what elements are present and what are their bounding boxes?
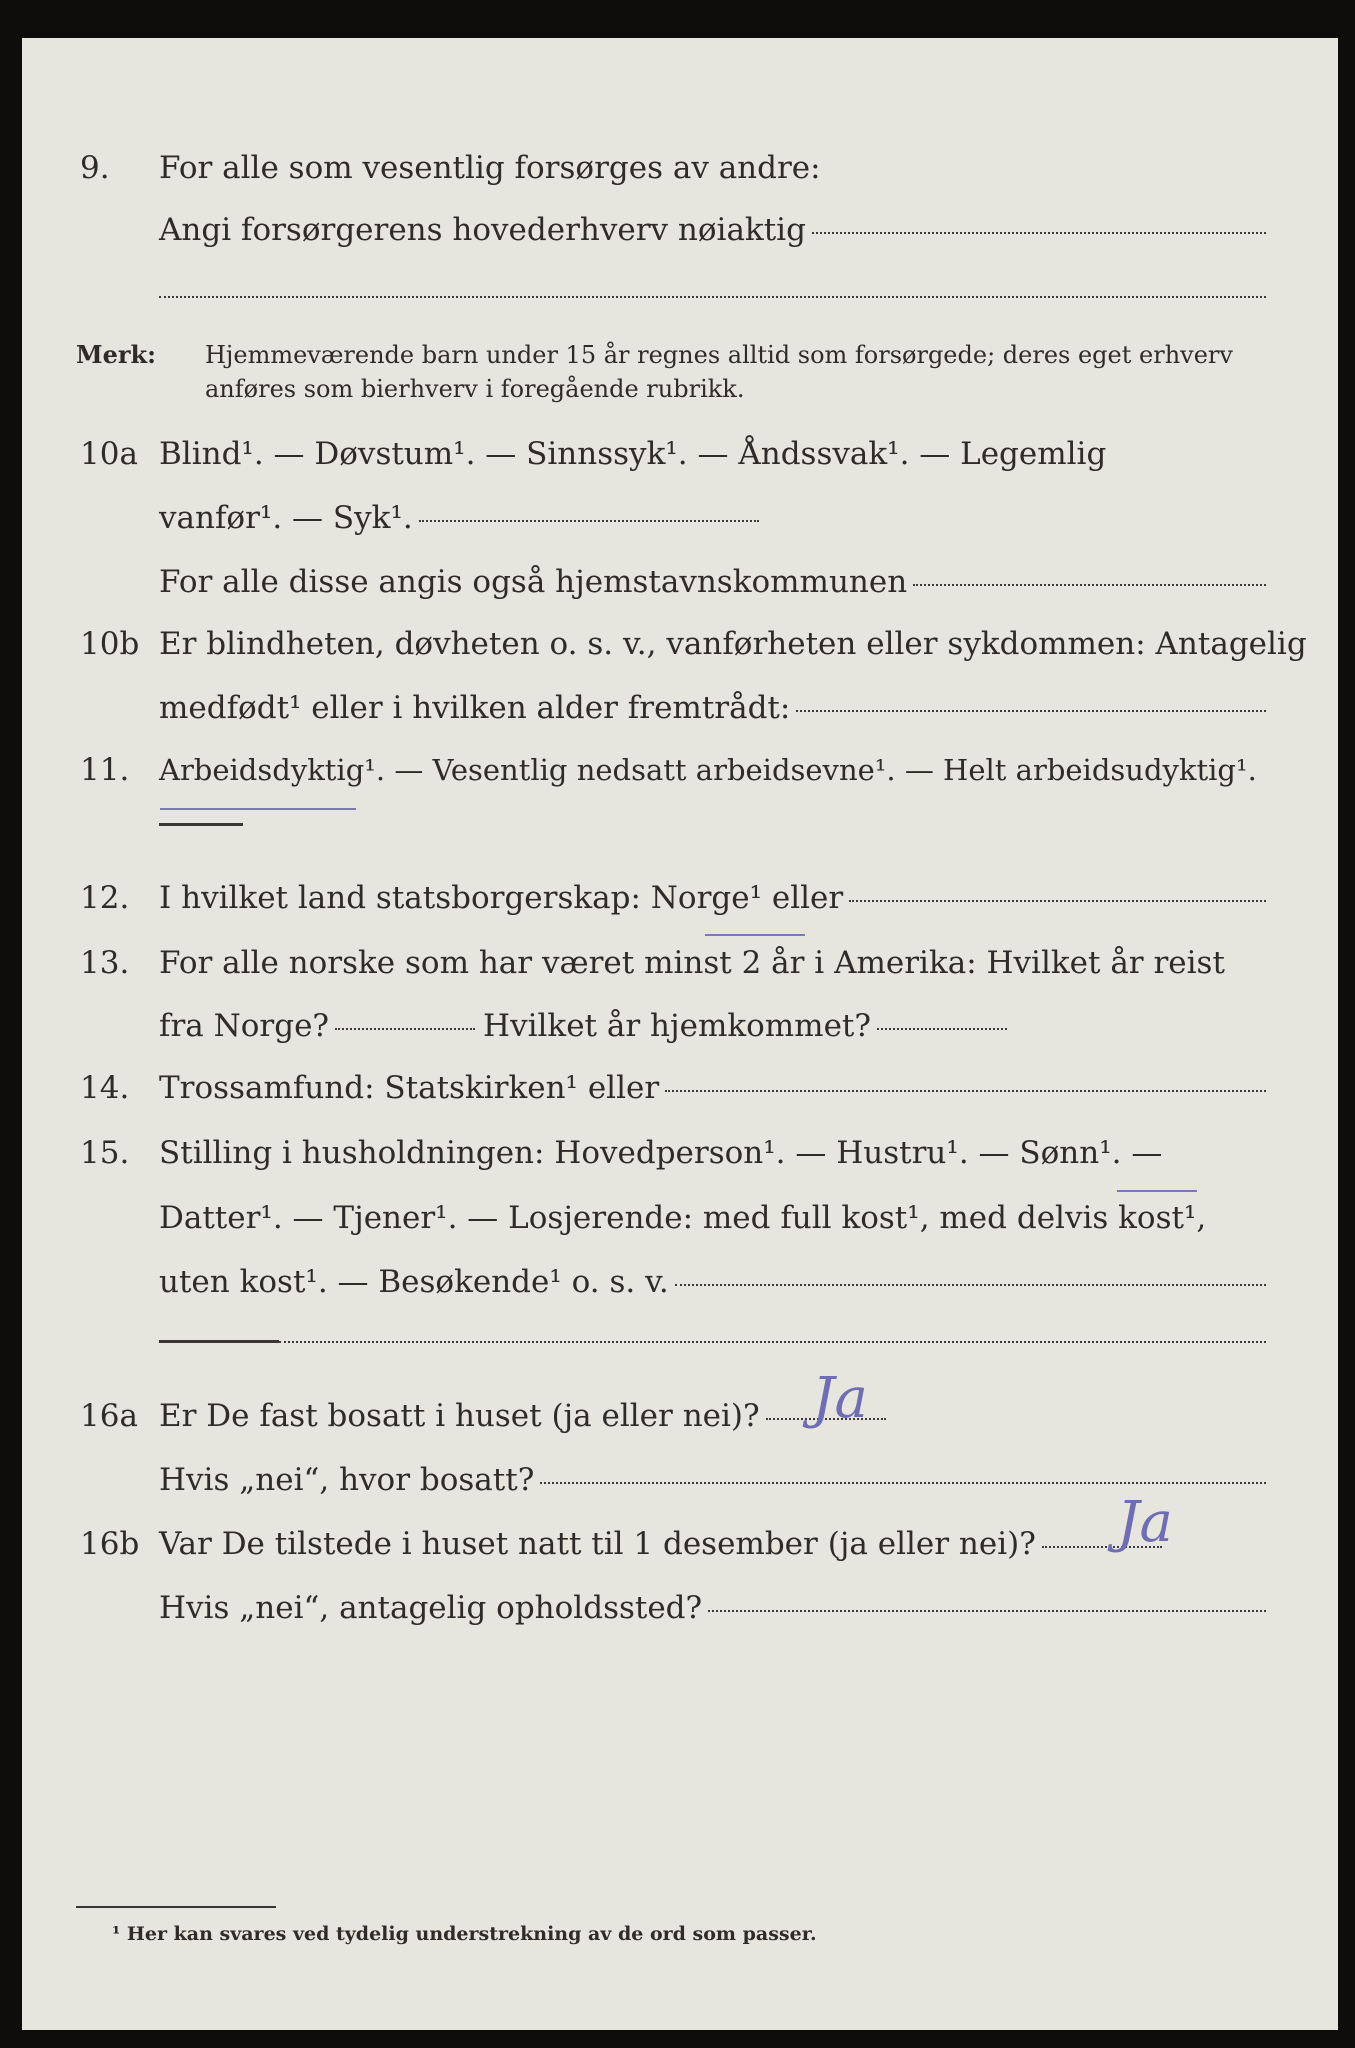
q13-line2 (22, 1006, 1338, 1046)
q15-short-rule (159, 1340, 279, 1343)
q16b-handwritten-answer: Ja (1117, 1490, 1173, 1555)
q16b-line2 (22, 1588, 1338, 1628)
q15-text-1: Stilling i husholdningen: Hovedperson¹. — Hustru¹. — Sønn¹. — (159, 1135, 1163, 1171)
q9-answer-field[interactable] (812, 232, 1266, 234)
q10a-line1 (22, 434, 1338, 474)
q15-number: 15. (80, 1135, 130, 1171)
q10a-municipality-field[interactable] (913, 584, 1266, 586)
q16a-handwritten-answer: Ja (812, 1366, 868, 1431)
q11-text: Arbeidsdyktig¹. — Vesentlig nedsatt arbeidsevne¹. — Helt arbeidsudyktig¹. (159, 753, 1257, 787)
q12-number: 12. (80, 880, 130, 916)
q16a-number: 16a (80, 1398, 138, 1434)
q10a-text-3: For alle disse angis også hjemstavnskommunen (159, 564, 908, 600)
q15-text-2: Datter¹. — Tjener¹. — Losjerende: med full kost¹, med delvis kost¹, (159, 1200, 1207, 1236)
q16a-text-1: Er De fast bosatt i huset (ja eller nei)? (159, 1398, 760, 1434)
q9-number: 9. (80, 150, 110, 186)
footnote-rule (76, 1906, 276, 1908)
q13-number: 13. (80, 945, 130, 981)
q16b-text-1: Var De tilstede i huset natt til 1 desember (ja eller nei)? (159, 1526, 1036, 1562)
q16a-text-2: Hvis „nei“, hvor bosatt? (159, 1462, 535, 1498)
q11-underline-mark (160, 808, 356, 810)
q15-line3 (22, 1262, 1338, 1302)
q15-underline-mark (1117, 1190, 1197, 1192)
q9-text: For alle som vesentlig forsørges av andre: (159, 150, 821, 186)
q13-year-left-field[interactable] (335, 1028, 475, 1030)
q15-text-3: uten kost¹. — Besøkende¹ o. s. v. (159, 1264, 669, 1300)
q16b-whereabouts-field[interactable] (708, 1610, 1266, 1612)
q15-answer-field[interactable] (675, 1284, 1266, 1286)
q10b-text-1: Er blindheten, døvheten o. s. v., vanførheten eller sykdommen: Antagelig (159, 626, 1307, 662)
merk-text-2: anføres som bierhverv i foregående rubrikk. (205, 375, 745, 403)
q10b-answer-field[interactable] (796, 710, 1266, 712)
q16a-residence-field[interactable] (540, 1482, 1266, 1484)
q10a-text-2: vanfør¹. — Syk¹. (159, 500, 413, 536)
q10b-text-2: medfødt¹ eller i hvilken alder fremtrådt: (159, 690, 791, 726)
merk-text-1: Hjemmeværende barn under 15 år regnes alltid som forsørgede; deres eget erhverv (205, 341, 1233, 369)
q9-line2 (22, 210, 1338, 250)
q11-number: 11. (80, 752, 130, 788)
q14-line1 (22, 1068, 1338, 1108)
q13-year-returned-label: Hvilket år hjemkommet? (483, 1008, 872, 1044)
q10a-line3 (22, 562, 1338, 602)
q10a-answer-field[interactable] (419, 520, 759, 522)
q12-text: I hvilket land statsborgerskap: Norge¹ eller (159, 880, 844, 916)
q9-line1 (22, 148, 1338, 188)
q14-text: Trossamfund: Statskirken¹ eller (159, 1070, 660, 1106)
census-form-page (22, 38, 1338, 2030)
q10a-number: 10a (80, 436, 138, 472)
q14-number: 14. (80, 1070, 130, 1106)
q10b-line2 (22, 688, 1338, 728)
merk-label: Merk: (76, 340, 156, 369)
footnote-text: ¹ Her kan svares ved tydelig understrekning av de ord som passer. (112, 1923, 817, 1945)
q10b-number: 10b (80, 626, 140, 662)
q16a-line1 (22, 1396, 1338, 1436)
q13-line1 (22, 943, 1338, 983)
q16b-number: 16b (80, 1526, 140, 1562)
q12-underline-mark (705, 934, 805, 936)
q13-text: For alle norske som har været minst 2 år i Amerika: Hvilket år reist (159, 945, 1225, 981)
q9-prompt: Angi forsørgerens hovederhverv nøiaktig (159, 212, 806, 248)
q15-extra-line (279, 1341, 1266, 1343)
q11-short-rule (159, 823, 243, 826)
q14-answer-field[interactable] (665, 1090, 1266, 1092)
q13-year-left-label: fra Norge? (159, 1008, 330, 1044)
q9-extra-line (159, 296, 1266, 298)
q10b-line1 (22, 624, 1338, 664)
q12-line1 (22, 878, 1338, 918)
q10a-text-1: Blind¹. — Døvstum¹. — Sinnssyk¹. — Åndssvak¹. — Legemlig (159, 436, 1107, 472)
q13-year-returned-field[interactable] (877, 1028, 1007, 1030)
q11-line1 (22, 750, 1338, 790)
q15-line1 (22, 1133, 1338, 1173)
q16b-text-2: Hvis „nei“, antagelig opholdssted? (159, 1590, 703, 1626)
q15-line2 (22, 1198, 1338, 1238)
q12-answer-field[interactable] (849, 900, 1266, 902)
q10a-line2 (22, 498, 1338, 538)
